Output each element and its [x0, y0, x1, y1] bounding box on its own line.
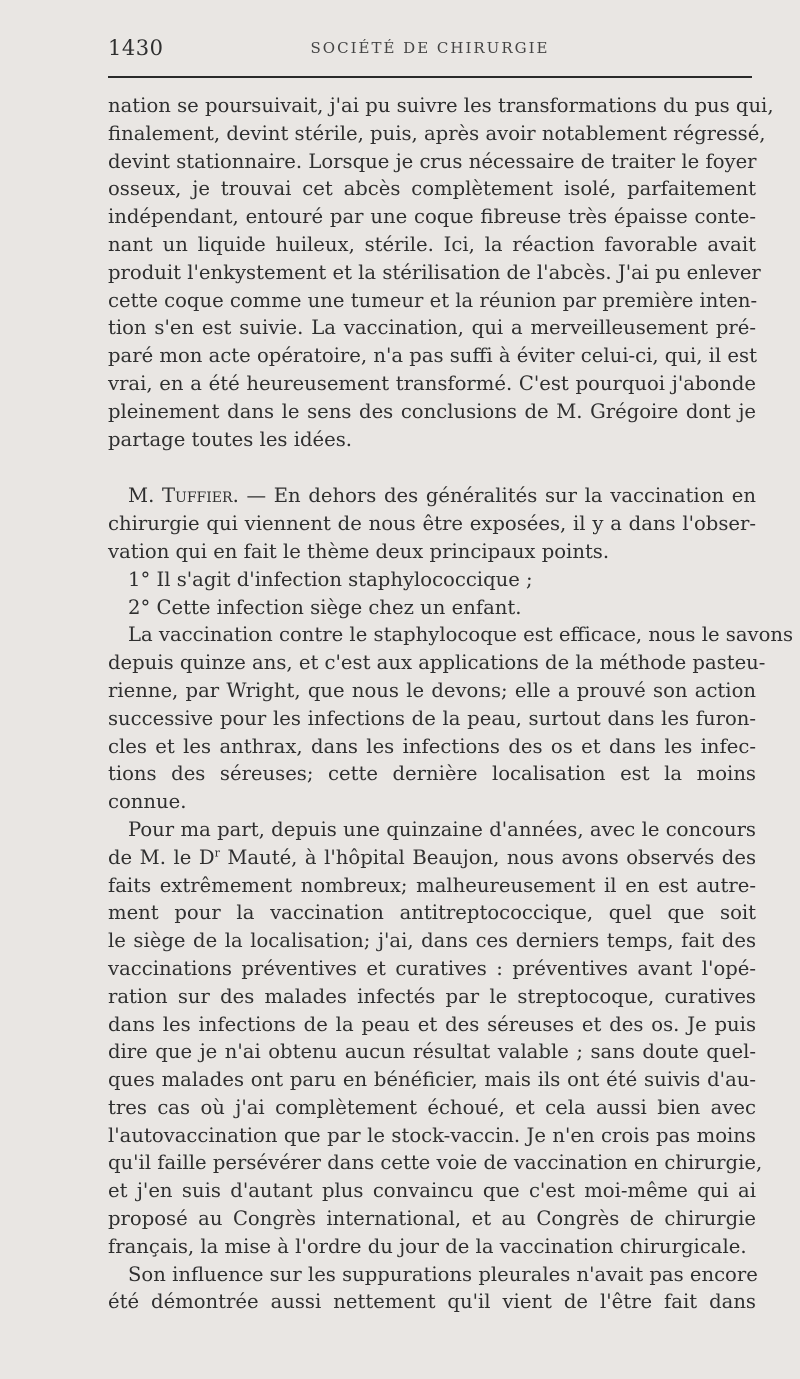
text-line: cette coque comme une tumeur et la réunion par première inten-: [108, 288, 758, 312]
text-line: osseux, je trouvai cet abcès complètement isolé, parfaitement: [108, 177, 756, 201]
speaker-prefix: M.: [128, 484, 155, 508]
text-line: vrai, en a été heureusement transformé. C'est pourquoi j'abonde: [108, 371, 756, 395]
page-header: [108, 34, 752, 64]
text-line: vation qui en fait le thème deux principaux points.: [108, 539, 610, 563]
text-line: successive pour les infections de la peau, surtout dans les furon-: [108, 706, 756, 730]
superscript: r: [214, 846, 220, 860]
speaker-line: [108, 482, 756, 510]
text-line: dire que je n'ai obtenu aucun résultat valable ; sans doute quel-: [108, 1040, 756, 1064]
header-rule: [108, 76, 752, 78]
text-line: français, la mise à l'ordre du jour de la vaccination chirurgicale.: [108, 1234, 747, 1258]
text-line: ration sur des malades infectés par le streptocoque, curatives: [108, 984, 756, 1008]
text-line: paré mon acte opératoire, n'a pas suffi à éviter celui-ci, qui, il est: [108, 344, 757, 368]
text-line: faits extrêmement nombreux; malheureusement il en est autre-: [108, 873, 756, 897]
text-line: indépendant, entouré par une coque fibreuse très épaisse conte-: [108, 205, 756, 229]
text-line: vaccinations préventives et curatives : préventives avant l'opé-: [108, 956, 756, 980]
text-line: ment pour la vaccination antitreptococcique, quel que soit: [108, 901, 756, 925]
body-text: [108, 92, 794, 1316]
text-line: l'autovaccination que par le stock-vaccin. Je n'en crois pas moins: [108, 1123, 756, 1147]
text-line: proposé au Congrès international, et au Congrès de chirurgie: [108, 1207, 756, 1231]
page-number: 1430: [108, 36, 164, 60]
text-line: devint stationnaire. Lorsque je crus nécessaire de traiter le foyer: [108, 149, 757, 173]
text-line: tres cas où j'ai complètement échoué, et cela aussi bien avec: [108, 1095, 756, 1119]
text-line: connue.: [108, 790, 187, 814]
speaker-name: Tuffier: [161, 484, 233, 508]
text-line: depuis quinze ans, et c'est aux applications de la méthode pasteu-: [108, 651, 766, 675]
text-line: Son influence sur les suppurations pleurales n'avait pas encore: [128, 1262, 758, 1286]
text-line: nation se poursuivait, j'ai pu suivre les transformations du pus qui,: [108, 94, 774, 117]
text-line: tions des séreuses; cette dernière localisation est la moins: [108, 762, 756, 786]
text-line: tion s'en est suivie. La vaccination, qui a merveilleusement pré-: [108, 316, 756, 340]
text-line: ques malades ont paru en bénéficier, mais ils ont été suivis d'au-: [108, 1068, 756, 1092]
numbered-point: 1° Il s'agit d'infection staphylococcique ;: [128, 567, 533, 591]
text-line: partage toutes les idées.: [108, 427, 352, 451]
running-title: SOCIÉTÉ DE CHIRURGIE: [310, 39, 550, 57]
text-line: et j'en suis d'autant plus convaincu que c'est moi-même qui ai: [108, 1179, 756, 1203]
text-line: Pour ma part, depuis une quinzaine d'années, avec le concours: [128, 817, 756, 841]
text-line: rienne, par Wright, que nous le devons; elle a prouvé son action: [108, 678, 756, 702]
text-fragment: de M. le D: [108, 845, 215, 869]
text-line: le siège de la localisation; j'ai, dans ces derniers temps, fait des: [108, 929, 756, 953]
text-fragment: Mauté, à l'hôpital Beaujon, nous avons observés des: [219, 845, 756, 869]
text-line: chirurgie qui viennent de nous être exposées, il y a dans l'obser-: [108, 512, 756, 536]
text-line: finalement, devint stérile, puis, après avoir notablement régressé,: [108, 121, 766, 145]
speaker-line-rest: . — En dehors des généralités sur la vaccination en: [232, 484, 756, 508]
text-line: produit l'enkystement et la stérilisation de l'abcès. J'ai pu enlever: [108, 260, 761, 284]
text-line: nant un liquide huileux, stérile. Ici, la réaction favorable avait: [108, 232, 756, 256]
text-line: été démontrée aussi nettement qu'il vient de l'être fait dans: [108, 1290, 756, 1314]
paragraph-gap: [108, 453, 756, 482]
text-line: [108, 844, 756, 872]
text-line: cles et les anthrax, dans les infections des os et dans les infec-: [108, 734, 756, 758]
text-line: La vaccination contre le staphylocoque est efficace, nous le savons: [128, 623, 794, 647]
text-line: pleinement dans le sens des conclusions de M. Grégoire dont je: [108, 399, 756, 423]
numbered-point: 2° Cette infection siège chez un enfant.: [128, 595, 522, 619]
text-line: dans les infections de la peau et des séreuses et des os. Je puis: [108, 1012, 756, 1036]
text-line: qu'il faille persévérer dans cette voie de vaccination en chirurgie,: [108, 1151, 763, 1175]
